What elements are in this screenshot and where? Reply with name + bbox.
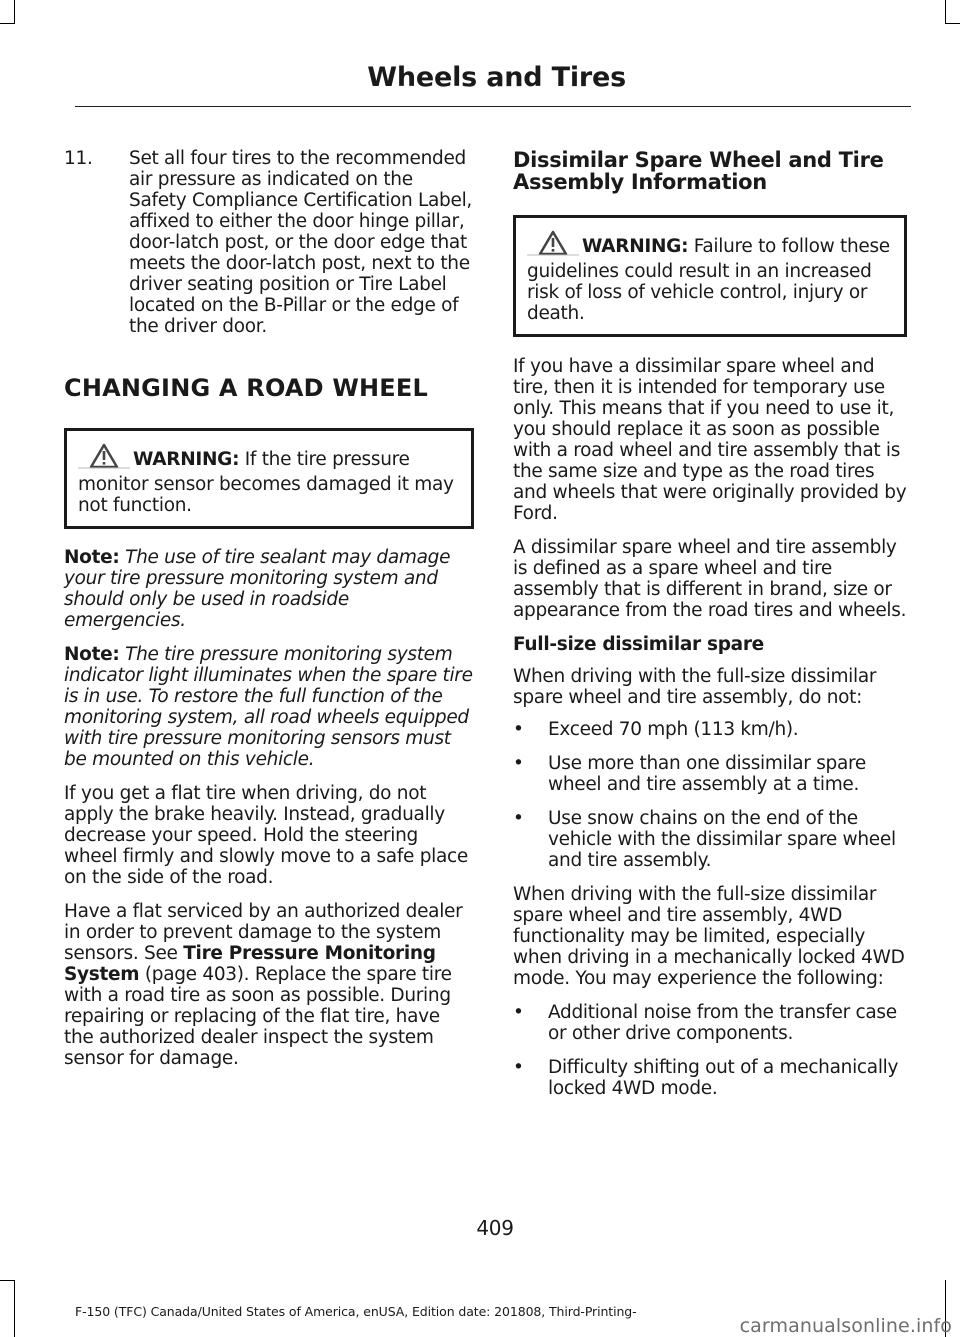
step-number: 11. [64,148,93,169]
warning-text: If the tire pressure monitor sensor becomes damaged it may not function. [78,449,454,516]
bullet-icon: • [513,1002,524,1023]
note-text: The tire pressure monitoring system indicator light illuminates when the spare tire is in use. To restore the full function of the monitoring system, all road wheels equipped with tire pressure monitoring sensors must be mounted on this vehicle. [64,644,473,770]
flat-tire-paragraph: If you get a flat tire when driving, do not apply the brake heavily. Instead, gradually decrease your speed. Hold the steering wheel firmly and slowly move to a safe place on the side of the road. [64,783,468,888]
left-column [64,148,474,1069]
crop-mark-top-left-v [14,0,15,24]
list-item: • Use snow chains on the end of the vehicle with the dissimilar spare wheel and tire assembly. [513,808,896,871]
page-title: Wheels and Tires [367,62,626,93]
bullet-icon: • [513,1057,524,1078]
note-tpms-indicator [64,644,474,770]
step-11 [64,148,474,337]
crop-mark-bottom-left-h [0,1280,15,1281]
dissimilar-spare-paragraph: If you have a dissimilar spare wheel and tire, then it is intended for temporary use only. This means that if you need to use it, you should replace it as soon as possible with a road wheel and tire assembly that is the same size and type as the road tires and wheels that were originally provided by Ford. [513,356,907,524]
crop-mark-top-right-v [945,0,946,24]
definition-paragraph: A dissimilar spare wheel and tire assembly is defined as a spare wheel and tire assembly that is different in brand, size or appearance from the road tires and wheels. [513,537,907,621]
list-item: • Difficulty shifting out of a mechanically locked 4WD mode. [513,1057,899,1099]
symptoms-list [513,1002,907,1099]
note-tire-sealant [64,547,474,631]
driving-paragraph: When driving with the full-size dissimilar spare wheel and tire assembly, do not: [513,666,877,708]
note-text: The use of tire sealant may damage your tire pressure monitoring system and should only be used in roadside emergencies. [64,547,451,631]
crop-mark-bottom-left-v [14,1280,15,1337]
crop-mark-top-right-h [945,23,960,24]
warning-triangle-icon [527,230,579,261]
tpms-link[interactable]: Tire Pressure Monitoring System [64,943,436,985]
service-text-before: Have a flat serviced by an authorized dealer in order to prevent damage to the system sensors. See [64,901,463,964]
note-label: Note: [64,547,120,568]
bullet-icon: • [513,719,524,740]
list-item: • Use more than one dissimilar spare wheel and tire assembly at a time. [513,753,866,795]
section-heading: CHANGING A ROAD WHEEL [64,374,428,402]
page-number: 409 [476,1216,514,1240]
warning-box [513,215,907,337]
bullet-icon: • [513,753,524,774]
service-paragraph [64,901,474,1069]
warning-triangle-icon [78,443,130,474]
warning-text: Failure to follow these guidelines could result in an increased risk of loss of vehicle control, injury or death. [527,236,890,324]
4wd-paragraph: When driving with the full-size dissimilar spare wheel and tire assembly, 4WD functionality may be limited, especially when driving in a mechanically locked 4WD mode. You may experience the following: [513,884,905,989]
restrictions-list [513,719,907,871]
bullet-icon: • [513,808,524,829]
subheading: Full-size dissimilar spare [513,634,764,655]
header-divider [75,106,911,107]
crop-mark-top-left-h [0,23,15,24]
watermark: carmanualsonline.info [739,1315,952,1337]
warning-label: WARNING: [582,236,689,257]
warning-box [64,428,474,529]
right-column [513,148,907,1099]
step-text: Set all four tires to the recommended air pressure as indicated on the Safety Compliance Certification Label, affixed to either the door hinge pillar, door-latch post, or the door edge that meets the door-latch post, next to the driver seating position or Tire Label located on the B-Pillar or the edge of the driver door. [129,148,473,337]
service-text-after: (page 403). Replace the spare tire with a road tire as soon as possible. During repairing or replacing of the flat tire, have the authorized dealer inspect the system sensor for damage. [64,964,452,1069]
footer-edition: F-150 (TFC) Canada/United States of America, enUSA, Edition date: 201808, Third-Printing- [75,1304,637,1319]
list-item: • Additional noise from the transfer case or other drive components. [513,1002,897,1044]
warning-label: WARNING: [133,449,240,470]
section-heading: Dissimilar Spare Wheel and Tire Assembly Information [513,148,884,194]
note-label: Note: [64,644,120,665]
list-item: • Exceed 70 mph (113 km/h). [513,719,799,740]
